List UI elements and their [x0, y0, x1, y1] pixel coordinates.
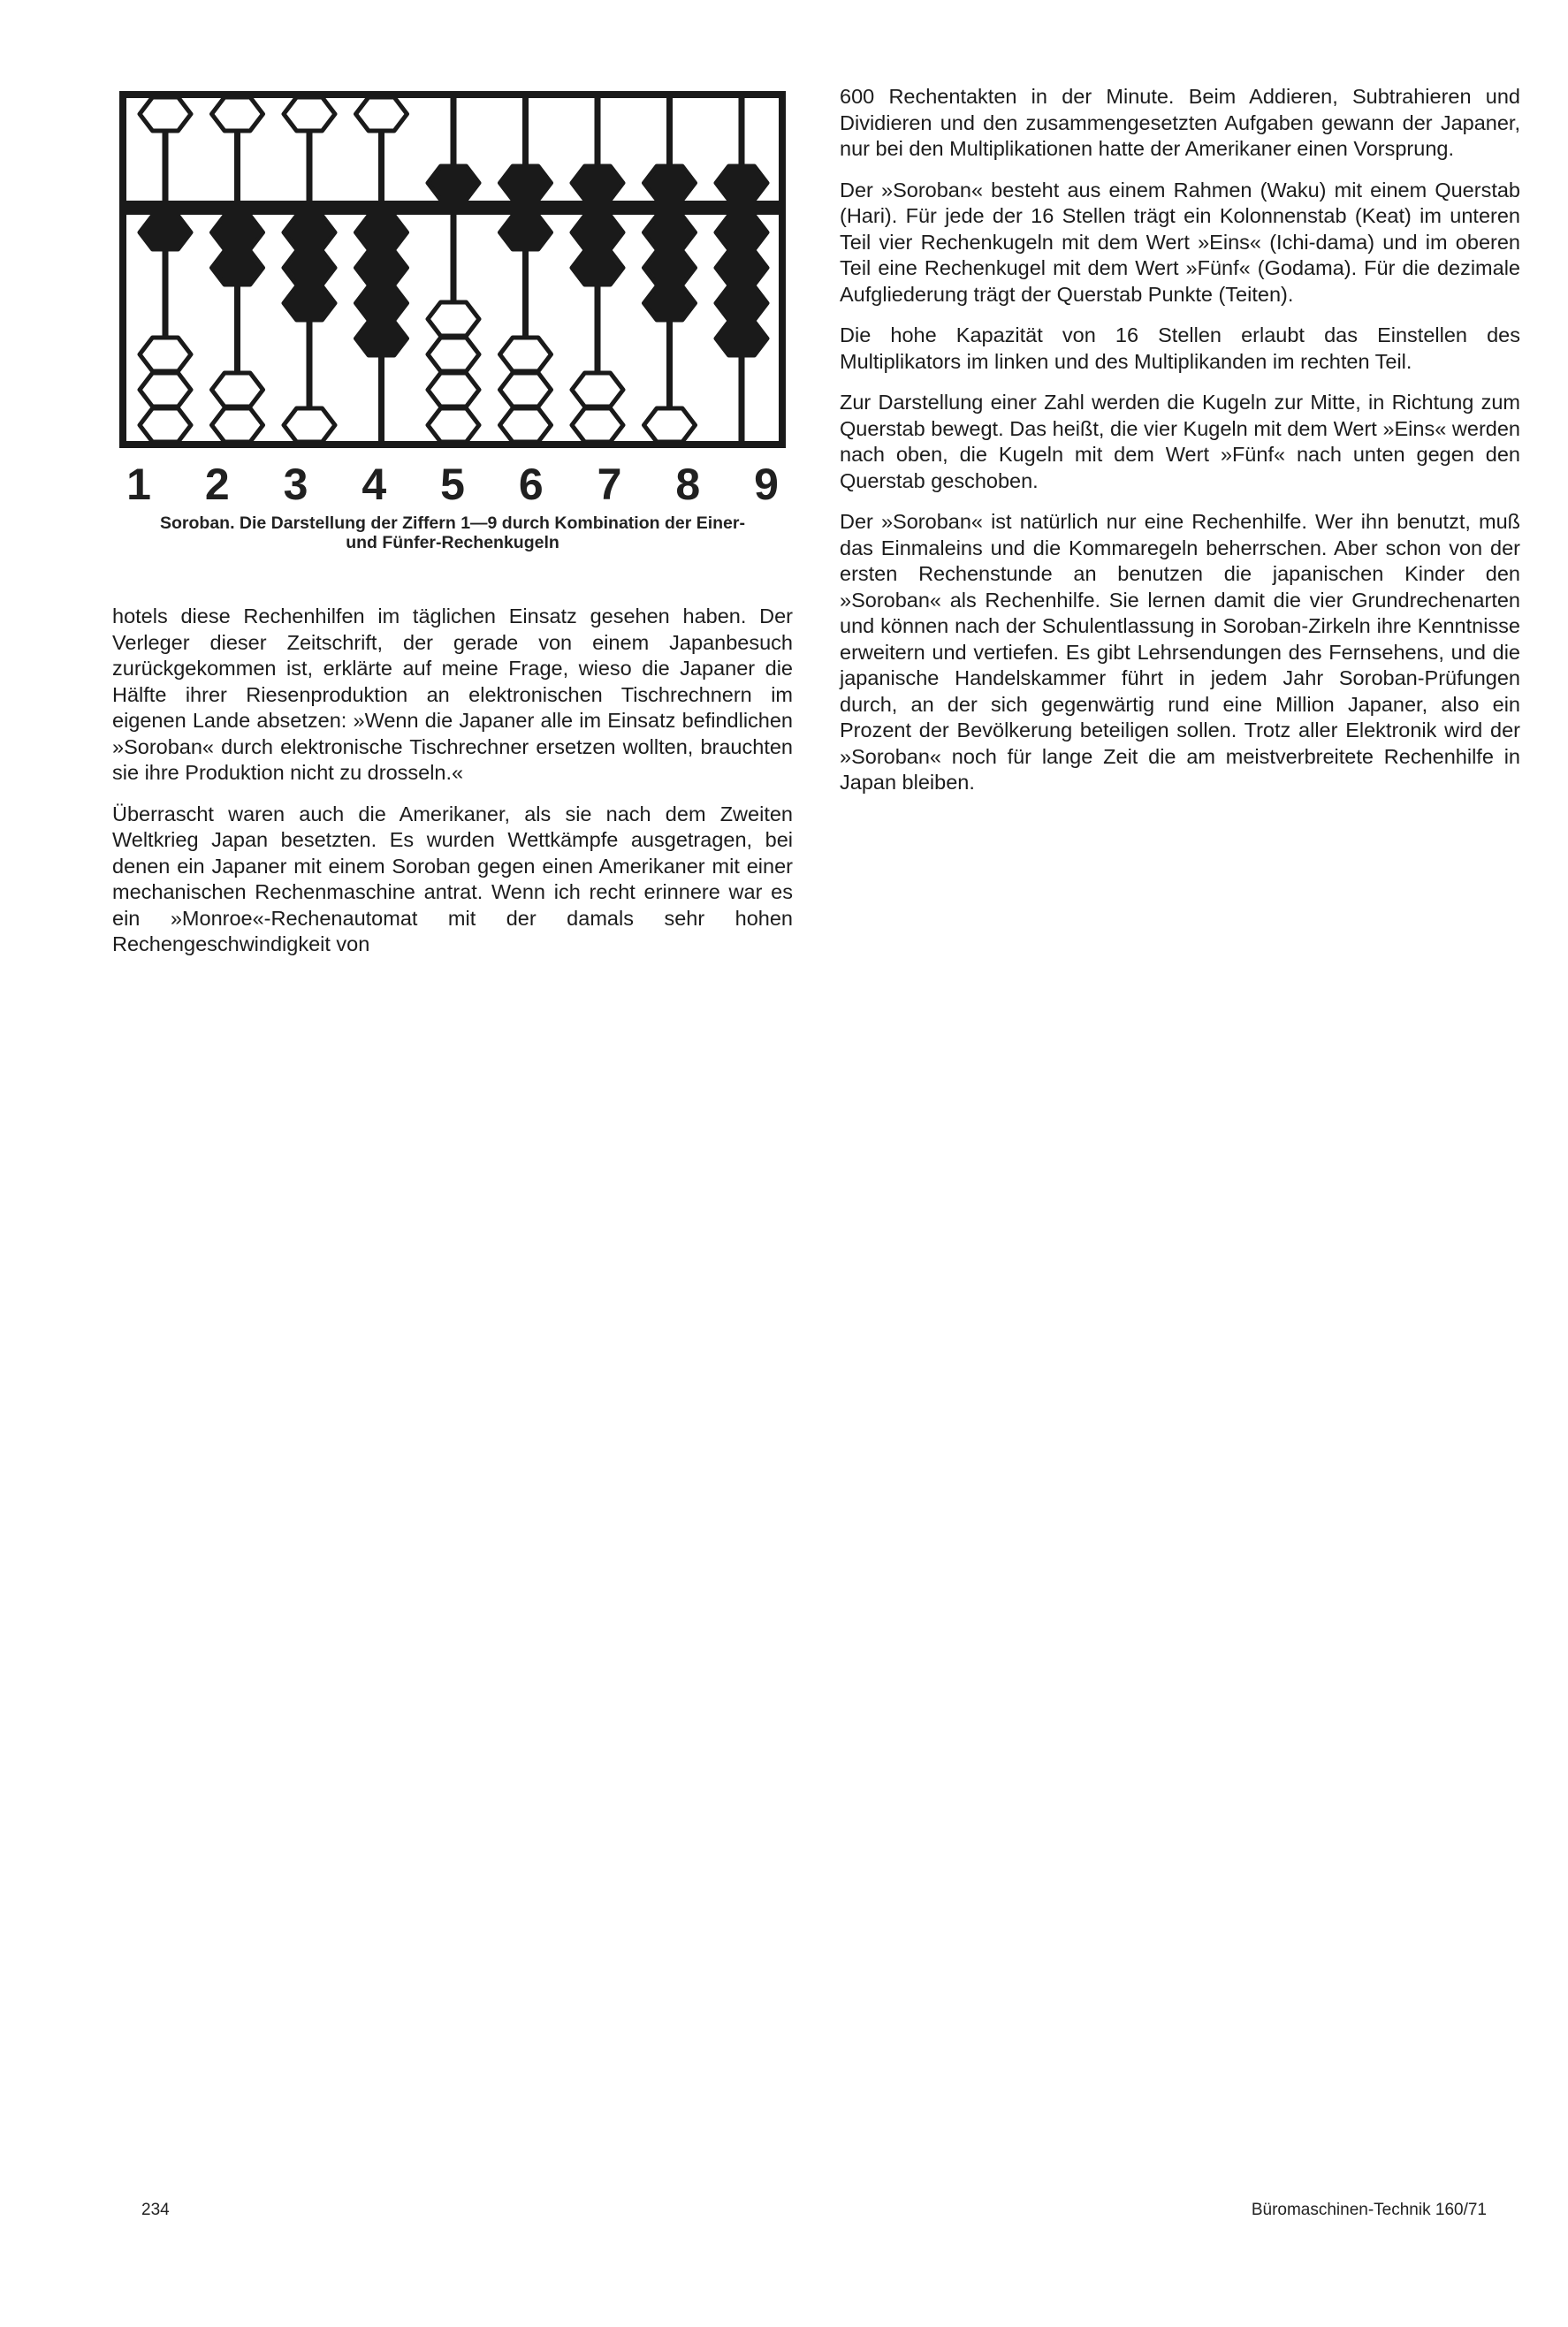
- digit-label: 1: [126, 460, 151, 509]
- inactive-bead: [428, 302, 479, 336]
- inactive-bead: [572, 373, 623, 407]
- inactive-bead: [212, 97, 263, 131]
- page-number: 234: [141, 2201, 170, 2219]
- active-bead: [212, 216, 263, 249]
- active-bead: [716, 216, 767, 249]
- caption-line: Soroban. Die Darstellung der Ziffern 1—9 durch Kombination der Einer-: [159, 513, 745, 533]
- active-bead: [428, 166, 479, 200]
- active-bead: [572, 251, 623, 285]
- inactive-bead: [428, 338, 479, 371]
- active-bead: [644, 251, 696, 285]
- paragraph: Der »Soroban« besteht aus einem Rahmen (Waku) mit einem Querstab (Hari). Für jede der 16 Stellen trägt ein Kolonnenstab (Keat) im unteren Teil vier Rechenkugeln mit dem Wert »Eins« (Ichi-dama) und im oberen Teil eine Rechenkugel mit dem Wert »Fünf« (Godama). Für die dezimale Aufgliederung trägt der Querstab Punkte (Teiten).: [840, 178, 1520, 306]
- digit-label: 4: [362, 460, 387, 509]
- inactive-bead: [140, 408, 191, 442]
- active-bead: [716, 166, 767, 200]
- digit-labels: [112, 459, 793, 510]
- inactive-bead: [140, 373, 191, 407]
- paragraph: Die hohe Kapazität von 16 Stellen erlaubt das Einstellen des Multiplikators im linken und des Multiplikanden im rechten Teil.: [840, 323, 1520, 373]
- active-bead: [644, 286, 696, 320]
- active-bead: [212, 251, 263, 285]
- left-column: [112, 84, 793, 973]
- inactive-bead: [500, 408, 552, 442]
- inactive-bead: [644, 408, 696, 442]
- caption-line: und Fünfer-Rechenkugeln: [346, 533, 559, 552]
- inactive-bead: [572, 408, 623, 442]
- active-bead: [572, 216, 623, 249]
- active-bead: [644, 216, 696, 249]
- digit-label: 7: [597, 460, 622, 509]
- inactive-bead: [212, 408, 263, 442]
- active-bead: [356, 286, 407, 320]
- active-bead: [716, 251, 767, 285]
- digit-label: 3: [283, 460, 308, 509]
- crossbar: [123, 201, 782, 215]
- active-bead: [356, 216, 407, 249]
- active-bead: [500, 166, 552, 200]
- active-bead: [716, 322, 767, 355]
- active-bead: [644, 166, 696, 200]
- inactive-bead: [140, 97, 191, 131]
- paragraph: Zur Darstellung einer Zahl werden die Kugeln zur Mitte, in Richtung zum Querstab bewegt. Das heißt, die vier Kugeln mit dem Wert »Eins« werden nach oben, die Kugeln mit dem Wert »Fünf« nach unten gegen den Querstab geschoben.: [840, 391, 1520, 492]
- inactive-bead: [212, 373, 263, 407]
- digit-label: 6: [518, 460, 544, 509]
- inactive-bead: [500, 373, 552, 407]
- active-bead: [140, 216, 191, 249]
- active-bead: [500, 216, 552, 249]
- paragraph: hotels diese Rechenhilfen im täglichen Einsatz gesehen haben. Der Verleger dieser Zeitschrift, der gerade von einem Japanbesuch zurückgekommen ist, erklärte auf meine Frage, wieso die Japaner die Hälfte ihrer Riesenproduktion an elektronischen Tischrechnern im eigenen Lande absetzen: »Wenn die Japaner alle im Einsatz befindlichen »Soroban« durch elektronische Tischrechner ersetzen wollten, brauchten sie ihre Produktion nicht zu drosseln.«: [112, 605, 793, 784]
- inactive-bead: [500, 338, 552, 371]
- figure-caption: [112, 513, 793, 552]
- inactive-bead: [428, 408, 479, 442]
- active-bead: [284, 216, 335, 249]
- active-bead: [284, 286, 335, 320]
- soroban-illustration: [112, 84, 793, 455]
- paragraph: 600 Rechentakten in der Minute. Beim Addieren, Subtrahieren und Dividieren und den zusammengesetzten Aufgaben gewann der Japaner, nur bei den Multiplikationen hatte der Amerikaner einen Vorsprung.: [840, 85, 1520, 160]
- inactive-bead: [356, 97, 407, 131]
- active-bead: [716, 286, 767, 320]
- active-bead: [356, 251, 407, 285]
- inactive-bead: [428, 373, 479, 407]
- active-bead: [356, 322, 407, 355]
- digit-label: 5: [440, 460, 465, 509]
- inactive-bead: [284, 408, 335, 442]
- active-bead: [284, 251, 335, 285]
- left-body-text: [112, 604, 793, 958]
- digit-label: 9: [754, 460, 779, 509]
- right-column: [840, 84, 1520, 811]
- journal-reference: Büromaschinen-Technik 160/71: [1251, 2201, 1487, 2219]
- paragraph: Der »Soroban« ist natürlich nur eine Rechenhilfe. Wer ihn benutzt, muß das Einmaleins und die Kommaregeln beherrschen. Aber schon von der ersten Rechenstunde an benutzen die japanischen Kinder den »Soroban« als Rechenhilfe. Sie lernen damit die vier Grundrechenarten und können nach der Schulentlassung in Soroban-Zirkeln ihre Kenntnisse erweitern und vertiefen. Es gibt Lehrsendungen des Fernsehens, und die japanische Handelskammer führt in jedem Jahr Soroban-Prüfungen durch, an der sich gegenwärtig rund eine Million Japaner, also ein Prozent der Bevölkerung beteiligen sollen. Trotz aller Elektronik wird der »Soroban« noch für lange Zeit die am meistverbreitete Rechenhilfe in Japan bleiben.: [840, 510, 1520, 794]
- inactive-bead: [140, 338, 191, 371]
- inactive-bead: [284, 97, 335, 131]
- digit-label: 2: [204, 460, 230, 509]
- active-bead: [572, 166, 623, 200]
- paragraph: Überrascht waren auch die Amerikaner, als sie nach dem Zweiten Weltkrieg Japan besetzten. Es wurden Wettkämpfe ausgetragen, bei denen ein Japaner mit einem Soroban gegen einen Amerikaner mit einer mechanischen Rechenmaschine antrat. Wenn ich recht erinnere war es ein »Monroe«-Rechenautomat mit der damals sehr hohen Rechengeschwindigkeit von: [112, 802, 793, 955]
- digit-label: 8: [675, 460, 701, 509]
